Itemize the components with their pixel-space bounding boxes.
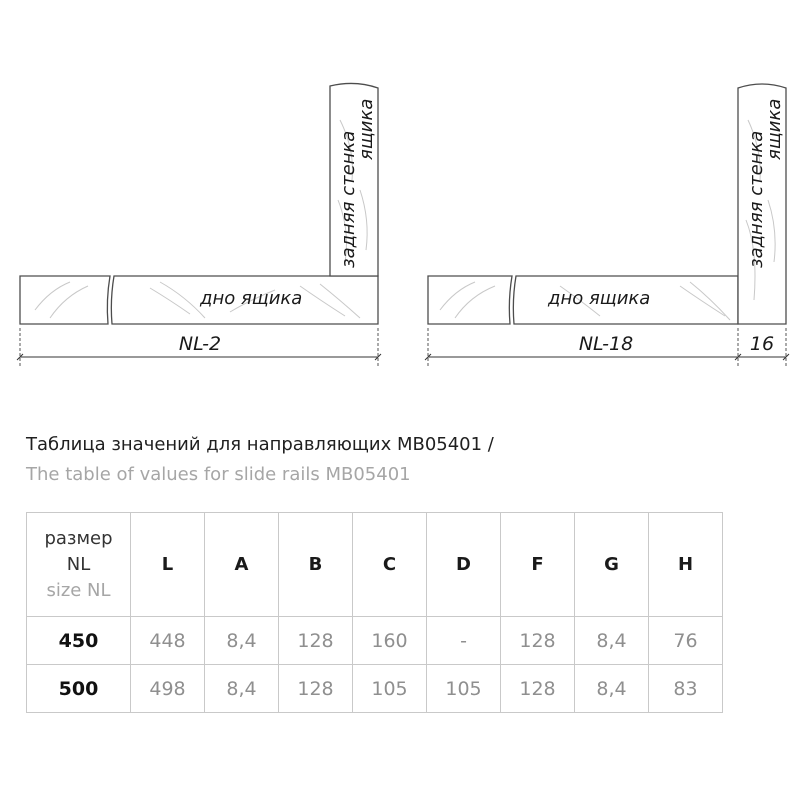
table-header-row	[27, 513, 723, 617]
column-header-c: C	[353, 513, 427, 617]
back-label-left-line2: ящика	[356, 98, 377, 160]
bottom-label-left: дно ящика	[200, 288, 303, 309]
size-header-en: size NL	[46, 579, 111, 601]
back-label-left-line1: задняя стенка	[338, 130, 359, 268]
column-header-b: B	[279, 513, 353, 617]
back-label-right-line1: задняя стенка	[746, 130, 767, 268]
dimension-label-right-main: NL-18	[578, 333, 634, 355]
size-header-ru-2: NL	[66, 553, 91, 575]
size-header	[27, 513, 131, 617]
value-cell: 8,4	[575, 617, 649, 665]
dimension-label-left: NL-2	[178, 333, 222, 355]
diagram-left	[20, 83, 378, 366]
bottom-label-right: дно ящика	[548, 288, 651, 309]
value-cell: 448	[131, 617, 205, 665]
column-header-d: D	[427, 513, 501, 617]
value-cell: 498	[131, 665, 205, 713]
size-header-ru-1: размер	[44, 527, 113, 549]
values-table	[26, 512, 723, 713]
value-cell: 76	[649, 617, 723, 665]
value-cell: 8,4	[575, 665, 649, 713]
drawer-bottom-board-left	[20, 276, 378, 324]
row-size-cell: 500	[27, 665, 131, 713]
value-cell: 128	[501, 617, 575, 665]
column-header-f: F	[501, 513, 575, 617]
diagram-right	[428, 84, 786, 366]
column-header-h: H	[649, 513, 723, 617]
value-cell: 83	[649, 665, 723, 713]
value-cell: 128	[279, 665, 353, 713]
table-row	[27, 665, 723, 713]
back-label-right-line2: ящика	[764, 98, 785, 160]
value-cell: 105	[427, 665, 501, 713]
column-header-l: L	[131, 513, 205, 617]
table-title-en: The table of values for slide rails MB05401	[26, 464, 411, 485]
table-row	[27, 617, 723, 665]
table-title-ru: Таблица значений для направляющих MB05401 /	[26, 434, 494, 455]
value-cell: 8,4	[205, 665, 279, 713]
value-cell: 105	[353, 665, 427, 713]
column-header-g: G	[575, 513, 649, 617]
value-cell: 160	[353, 617, 427, 665]
value-cell: -	[427, 617, 501, 665]
column-header-a: A	[205, 513, 279, 617]
value-cell: 128	[279, 617, 353, 665]
value-cell: 8,4	[205, 617, 279, 665]
row-size-cell: 450	[27, 617, 131, 665]
value-cell: 128	[501, 665, 575, 713]
dimension-label-right-side: 16	[749, 333, 775, 355]
